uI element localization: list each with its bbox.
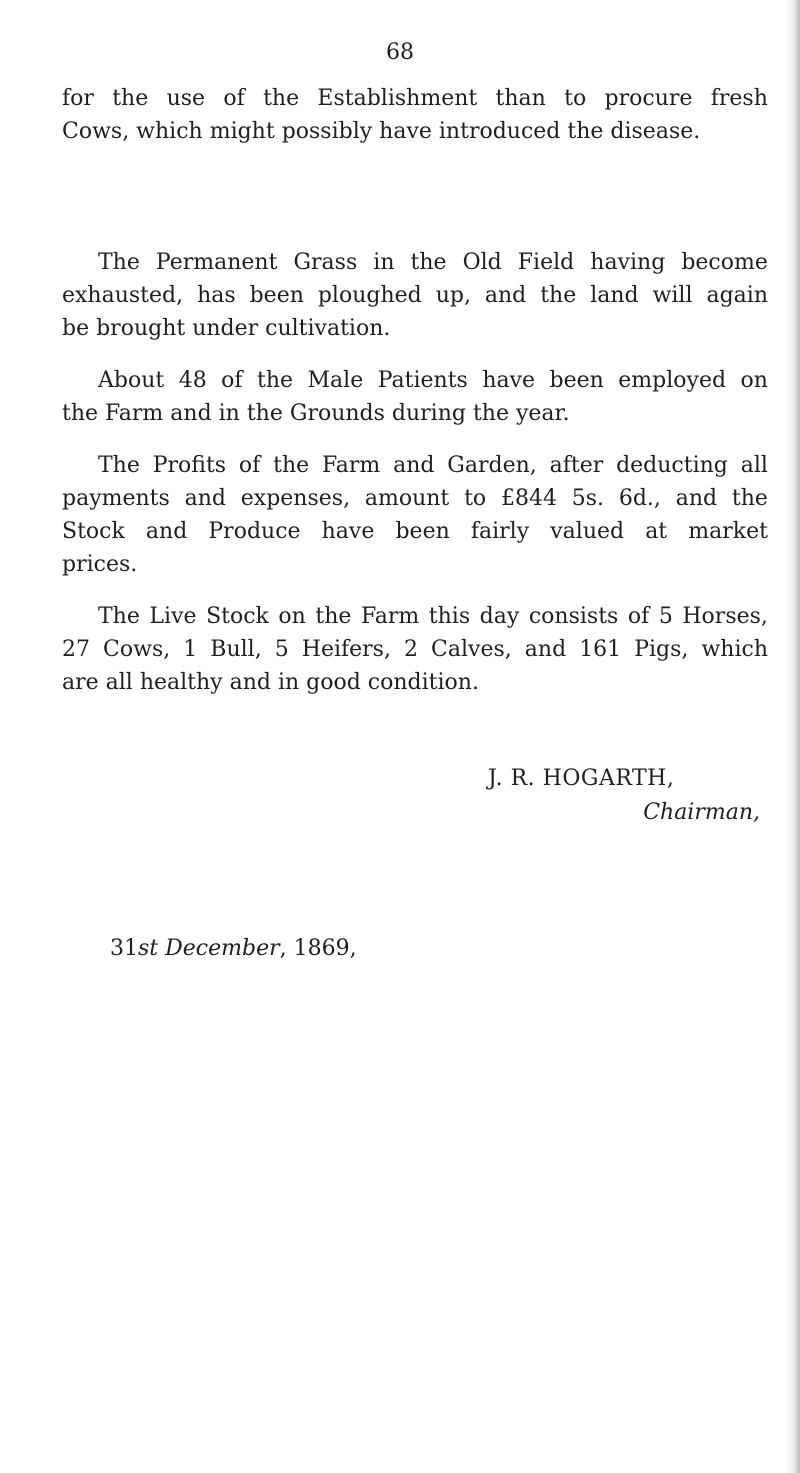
- word: of: [627, 604, 650, 629]
- word: payments: [62, 486, 170, 511]
- word: 6d.,: [618, 486, 661, 511]
- text-line: Cows, which might possibly have introduced the disease.: [62, 119, 701, 144]
- date-line: [110, 936, 357, 961]
- text-line: are all healthy and in good condition.: [62, 670, 479, 695]
- word: 161: [579, 637, 622, 662]
- text-line: [62, 364, 768, 397]
- word: Old: [462, 250, 502, 275]
- word: Grass: [293, 250, 358, 275]
- paragraph-male-patients: [62, 364, 768, 430]
- word: and: [184, 486, 226, 511]
- word: 1: [183, 637, 198, 662]
- page-edge: [786, 0, 800, 1473]
- word: 2: [404, 637, 418, 662]
- text-line: [62, 515, 768, 548]
- text-line: [62, 82, 768, 115]
- word: up,: [435, 283, 471, 308]
- word: Patients: [377, 368, 468, 393]
- word: fresh: [710, 86, 768, 111]
- word: 5: [274, 637, 289, 662]
- word: Produce: [208, 519, 301, 544]
- word: of: [223, 86, 245, 111]
- word: The: [98, 604, 140, 629]
- text-line: [62, 482, 768, 515]
- word: The: [98, 453, 140, 478]
- signature-name: J. R. HOGARTH,: [488, 766, 675, 791]
- word: employed: [618, 368, 727, 393]
- word: have: [482, 368, 536, 393]
- text-line: prices.: [62, 552, 138, 577]
- word: to: [564, 86, 587, 111]
- word: use: [166, 86, 206, 111]
- word: the: [315, 604, 352, 629]
- word: the: [263, 86, 300, 111]
- word: Stock: [206, 604, 269, 629]
- word: having: [590, 250, 666, 275]
- text-line: be brought under cultivation.: [62, 316, 391, 341]
- word: of: [221, 368, 243, 393]
- word: the: [273, 453, 310, 478]
- word: at: [645, 519, 668, 544]
- word: after: [549, 453, 604, 478]
- word: £844: [500, 486, 557, 511]
- word: consists: [528, 604, 619, 629]
- word: again: [706, 283, 768, 308]
- word: Male: [307, 368, 364, 393]
- page-number: 68: [386, 40, 414, 65]
- word: of: [238, 453, 261, 478]
- word: been: [549, 368, 604, 393]
- word: and: [675, 486, 718, 511]
- text-line: [62, 600, 768, 633]
- word: all: [740, 453, 768, 478]
- text-line: the Farm and in the Grounds during the year.: [62, 401, 570, 426]
- word: the: [410, 250, 447, 275]
- word: day: [479, 604, 520, 629]
- word: expenses,: [240, 486, 351, 511]
- word: Field: [517, 250, 575, 275]
- word: Bull,: [210, 637, 262, 662]
- word: About: [98, 368, 165, 393]
- word: on: [278, 604, 306, 629]
- word: than: [495, 86, 546, 111]
- word: been: [249, 283, 304, 308]
- text-line: [62, 449, 768, 482]
- word: Horses,: [682, 604, 768, 629]
- word: on: [740, 368, 768, 393]
- word: 5s.: [571, 486, 605, 511]
- word: the: [540, 283, 577, 308]
- date-suffix: st: [138, 936, 159, 961]
- word: this: [428, 604, 471, 629]
- word: land: [590, 283, 639, 308]
- word: the: [112, 86, 149, 111]
- text-line: [62, 246, 768, 279]
- word: and: [145, 519, 188, 544]
- word: 5: [658, 604, 673, 629]
- word: market: [688, 519, 768, 544]
- word: valued: [550, 519, 625, 544]
- text-line: [62, 633, 768, 666]
- word: deducting: [616, 453, 728, 478]
- word: to: [464, 486, 487, 511]
- word: Establishment: [317, 86, 478, 111]
- word: and: [393, 453, 435, 478]
- word: amount: [364, 486, 450, 511]
- word: 48: [178, 368, 207, 393]
- word: Calves,: [431, 637, 512, 662]
- word: Farm: [360, 604, 420, 629]
- paragraph-live-stock: [62, 600, 768, 699]
- word: and: [484, 283, 527, 308]
- word: Live: [149, 604, 197, 629]
- word: been: [395, 519, 450, 544]
- word: procure: [604, 86, 693, 111]
- word: Farm: [321, 453, 381, 478]
- date-year: , 1869,: [279, 936, 357, 961]
- paragraph-cows: [62, 82, 768, 148]
- word: for: [62, 86, 94, 111]
- word: the: [257, 368, 294, 393]
- paragraph-profits: [62, 449, 768, 581]
- word: Pigs,: [634, 637, 689, 662]
- word: fairly: [470, 519, 530, 544]
- signature-title: Chairman,: [643, 800, 760, 825]
- word: in: [373, 250, 395, 275]
- word: Cows,: [103, 637, 171, 662]
- text-line: [62, 279, 768, 312]
- word: ploughed: [317, 283, 422, 308]
- paragraph-permanent-grass: [62, 246, 768, 345]
- word: and: [524, 637, 567, 662]
- word: The: [98, 250, 140, 275]
- word: the: [731, 486, 768, 511]
- word: Garden,: [447, 453, 537, 478]
- word: have: [321, 519, 375, 544]
- word: 27: [62, 637, 90, 662]
- word: will: [652, 283, 693, 308]
- word: become: [681, 250, 768, 275]
- word: Heifers,: [301, 637, 391, 662]
- word: exhausted,: [62, 283, 184, 308]
- word: which: [701, 637, 768, 662]
- date-month: December: [165, 936, 280, 961]
- word: Stock: [62, 519, 125, 544]
- word: Profits: [152, 453, 227, 478]
- word: has: [197, 283, 236, 308]
- date-day: 31: [110, 936, 138, 961]
- word: Permanent: [155, 250, 278, 275]
